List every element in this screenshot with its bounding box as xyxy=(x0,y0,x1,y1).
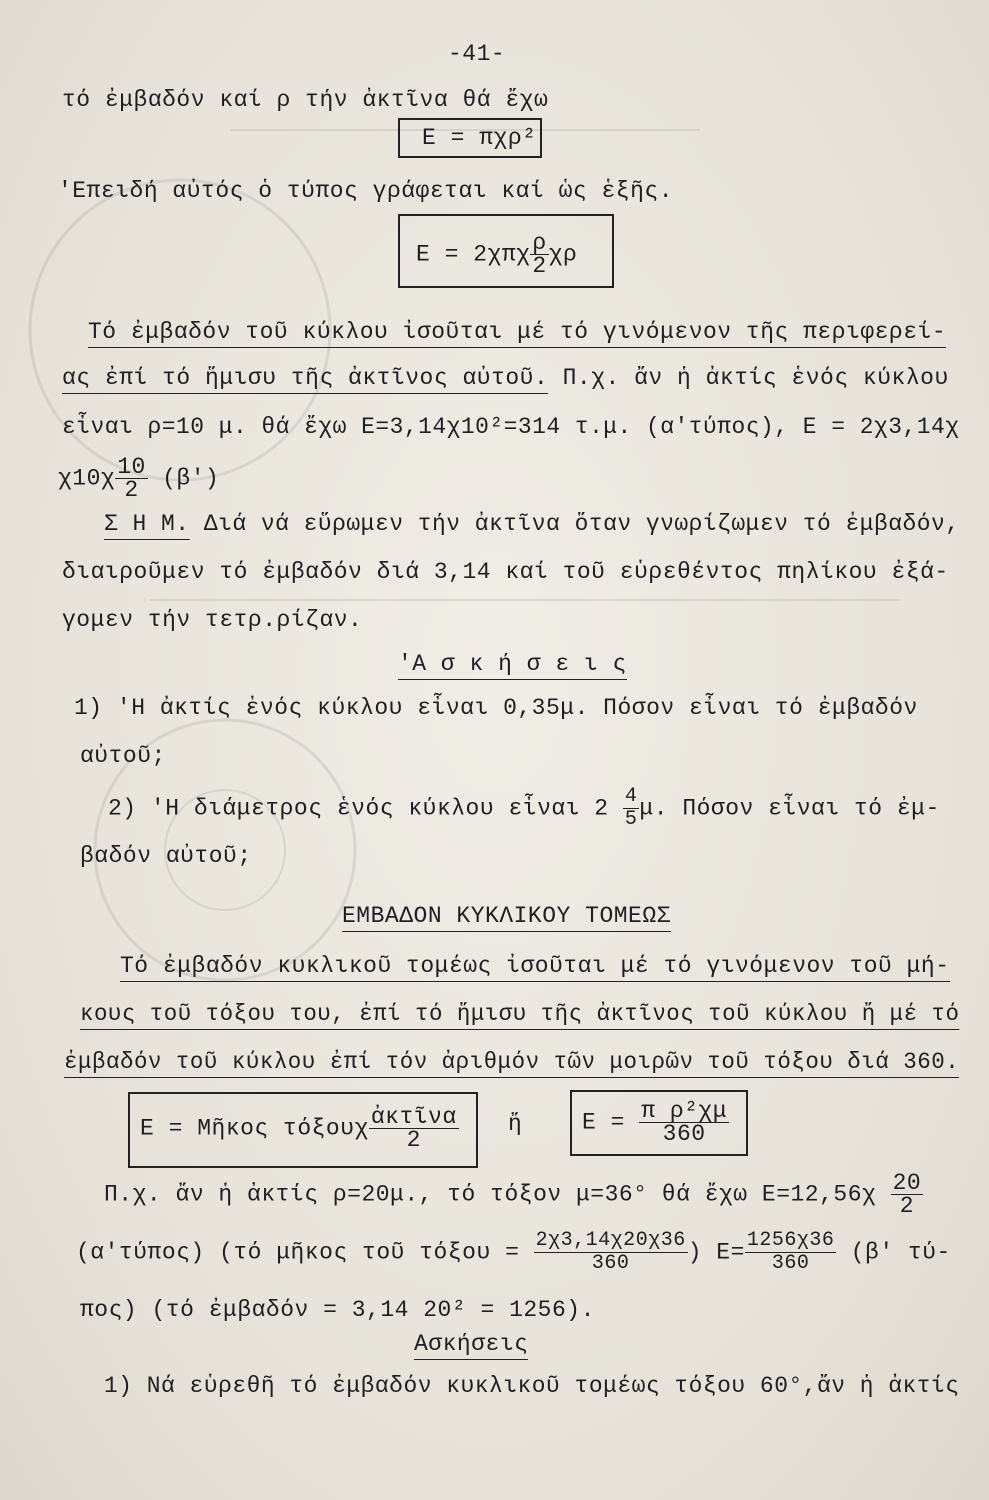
text-line: 'Επειδή αὐτός ὁ τύπος γράφεται καί ὡς ἑξῆς. xyxy=(58,178,673,204)
fraction: $\frac{2\chi 3,14\chi 20\chi 36}{360}$ xyxy=(535,1229,686,1275)
formula-box xyxy=(570,1090,748,1156)
exercise-item: 1) Νά εὑρεθῆ τό ἐμβαδόν κυκλικοῦ τομέως τόξου 60°,ἄν ἡ ἀκτίς xyxy=(104,1373,960,1399)
text-line: ας ἐπί τό ἥμισυ τῆς ἀκτῖνος αὐτοῦ. Π.χ. ἄν ἡ ἀκτίς ἑνός κύκλου xyxy=(62,364,949,392)
exercise-item: 1) 'Η ἀκτίς ἑνός κύκλου εἶναι 0,35μ. Πόσον εἶναι τό ἐμβαδόν xyxy=(74,695,918,721)
fraction: $\frac{20}{2}$ xyxy=(892,1170,922,1219)
exercise-item: βαδόν αὐτοῦ; xyxy=(80,843,252,869)
text-line: εἶναι ρ=10 μ. θά ἔχω E=3,14χ10²=314 τ.μ. (α'τύπος), E = 2χ3,14χ xyxy=(62,414,960,440)
example-line: (α'τύπος) (τό μῆκος τοῦ τόξου = $\frac{2\chi 3,14\chi 20\chi 36}{360}$ ) E= $\frac{1256\chi 36}{360}$ (β' τύ- xyxy=(76,1229,951,1275)
formula-box xyxy=(128,1092,478,1168)
formula-box xyxy=(398,118,542,158)
exercise-item: αὐτοῦ; xyxy=(80,743,166,769)
fraction: $\frac{\rho}{2}$ xyxy=(532,230,547,279)
fraction: $\frac{10}{2}$ xyxy=(117,454,146,503)
formula-or: ἤ xyxy=(508,1111,523,1137)
rule-line: Τό ἐμβαδόν τοῦ κύκλου ἰσοῦται μέ τό γινόμενον τῆς περιφερεί- xyxy=(88,318,946,346)
formula-left: E = 2χπχ xyxy=(416,241,531,268)
rule-line: κους τοῦ τόξου του, ἐπί τό ἥμισυ τῆς ἀκτῖνος τοῦ κύκλου ἤ μέ τό xyxy=(80,1000,959,1028)
text-line: χ10χ $\frac{10}{2}$ (β') xyxy=(58,454,220,503)
rule-continuation: ας ἐπί τό ἥμισυ τῆς ἀκτῖνος αὐτοῦ. xyxy=(62,365,548,394)
example-line: Π.χ. ἄν ἡ ἀκτίς ρ=20μ., τό τόξον μ=36° θά ἔχω E=12,56χ $\frac{20}{2}$ xyxy=(104,1170,922,1219)
formula-box xyxy=(398,214,614,288)
rule-line: ἐμβαδόν τοῦ κύκλου ἐπί τόν ἀριθμόν τῶν μοιρῶν τοῦ τόξου διά 360. xyxy=(64,1048,959,1076)
section-heading: Ασκήσεις xyxy=(414,1330,528,1358)
fraction: $\frac{4}{5}$ xyxy=(624,785,638,831)
formula xyxy=(416,232,577,277)
text-line: τό ἐμβαδόν καί ρ τήν ἀκτῖνα θά ἔχω xyxy=(62,87,549,113)
fraction: $\frac{\text{π ρ²χμ}}{360}$ xyxy=(641,1098,728,1147)
exercise-item: 2) 'Η διάμετρος ἑνός κύκλου εἶναι 2 $\frac{4}{5}$ μ. Πόσον εἶναι τό ἐμ- xyxy=(108,785,940,831)
formula: E = πχρ² xyxy=(422,125,537,151)
formula: E = Μῆκος τόξουχ $\frac{\text{ἀκτῖνα}}{2}$ xyxy=(140,1104,457,1153)
note-line: Σ Η Μ. Διά νά εὕρωμεν τήν ἀκτῖνα ὅταν γνωρίζωμεν τό ἐμβαδόν, xyxy=(104,510,960,538)
example-line: πος) (τό ἐμβαδόν = 3,14 20² = 1256). xyxy=(80,1297,595,1323)
fraction: $\frac{1256\chi 36}{360}$ xyxy=(746,1229,835,1275)
text-line: διαιροῦμεν τό ἐμβαδόν διά 3,14 καί τοῦ εὑρεθέντος πηλίκου ἐξά- xyxy=(62,559,949,585)
formula: E = $\frac{\text{π ρ²χμ}}{360}$ xyxy=(582,1098,728,1147)
page-number: -41- xyxy=(448,41,506,67)
text-line: γομεν τήν τετρ.ρίζαν. xyxy=(62,607,363,633)
formula-right: χρ xyxy=(548,241,578,268)
section-heading: 'Α σ κ ή σ ε ι ς xyxy=(398,650,627,678)
section-heading: ΕΜΒΑΔΟΝ ΚΥΚΛΙΚΟΥ ΤΟΜΕΩΣ xyxy=(342,902,671,930)
rule-line: Τό ἐμβαδόν κυκλικοῦ τομέως ἰσοῦται μέ τό γινόμενον τοῦ μή- xyxy=(120,952,950,980)
note-label: Σ Η Μ. xyxy=(104,511,190,540)
fraction: $\frac{\text{ἀκτῖνα}}{2}$ xyxy=(370,1104,457,1153)
